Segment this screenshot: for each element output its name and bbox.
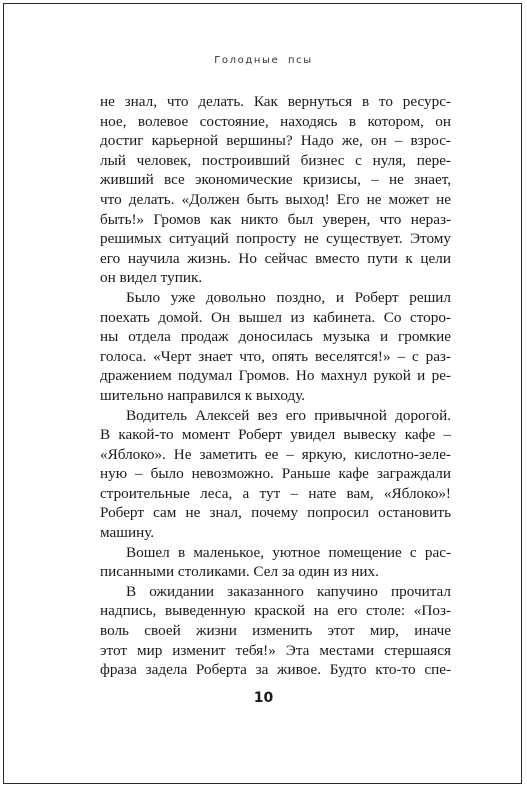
text-line: быть!» Громов как никто был уверен, что нераз-	[100, 210, 451, 228]
page-number: 10	[253, 690, 274, 706]
text-line: Роберт сам не знал, почему попросил остановить	[100, 504, 451, 522]
text-line: поехать домой. Он вышел из кабинета. Со сторо-	[100, 308, 451, 326]
text-line: В ожидании заказанного капучино прочитал	[126, 582, 451, 600]
text-line: Было уже довольно поздно, и Роберт решил	[126, 288, 451, 306]
text-line: решимых ситуаций попросту не существует. Этому	[100, 230, 451, 248]
text-line: строительные леса, а тут – нате вам, «Яблоко»!	[100, 484, 451, 502]
text-line: шительно направился к выходу.	[100, 386, 306, 404]
text-line: фраза задела Роберта за живое. Будто кто-то спе-	[100, 661, 451, 679]
text-line: голоса. «Черт знает что, опять веселятся!» – с раз-	[100, 347, 451, 365]
paragraph	[100, 543, 451, 582]
text-line: «Яблоко». Не заметить ее – яркую, кислотно-зеле-	[100, 445, 451, 463]
text-line: его научила жизнь. Но сейчас вместо пути к цели	[100, 249, 451, 267]
text-line: этот мир изменит тебя!» Эта местами стершаяся	[100, 641, 451, 659]
paragraph	[100, 288, 451, 406]
text-line: Водитель Алексей вез его привычной дорогой.	[126, 406, 451, 424]
text-line: что делать. «Должен быть выход! Его не может не	[100, 190, 451, 208]
text-line: ную – было невозможно. Раньше кафе заграждали	[100, 465, 451, 483]
paragraph	[100, 406, 451, 543]
text-line: он видел тупик.	[100, 269, 203, 287]
paragraph	[100, 582, 451, 680]
text-line: ны отдела продаж доносилась музыка и громкие	[100, 328, 451, 346]
text-line: В какой-то момент Роберт увидел вывеску кафе –	[100, 426, 451, 444]
text-line: лый человек, построивший бизнес с нуля, пере-	[100, 151, 451, 169]
text-line: ное, волевое состояние, находясь в котором, он	[100, 112, 451, 130]
text-line: достиг карьерной вершины? Надо же, он – взрос-	[100, 132, 451, 150]
text-line: машину.	[100, 524, 155, 542]
text-line: живший все экономические кризисы, – не знает,	[100, 171, 451, 189]
text-line: надпись, выведенную краской на его столе: «Поз-	[100, 602, 451, 620]
text-line: не знал, что делать. Как вернуться в то ресурс-	[100, 93, 451, 110]
body-text	[100, 92, 451, 680]
text-line: воль своей жизни изменить этот мир, иначе	[100, 622, 451, 640]
text-line: Вошел в маленькое, уютное помещение с рас-	[126, 543, 451, 561]
text-line: дражением подумал Громов. Но махнул рукой и ре-	[100, 367, 451, 385]
text-line: писанными столиками. Сел за один из них.	[100, 563, 379, 581]
running-header: Голодные псы	[214, 55, 313, 66]
paragraph	[100, 92, 451, 288]
